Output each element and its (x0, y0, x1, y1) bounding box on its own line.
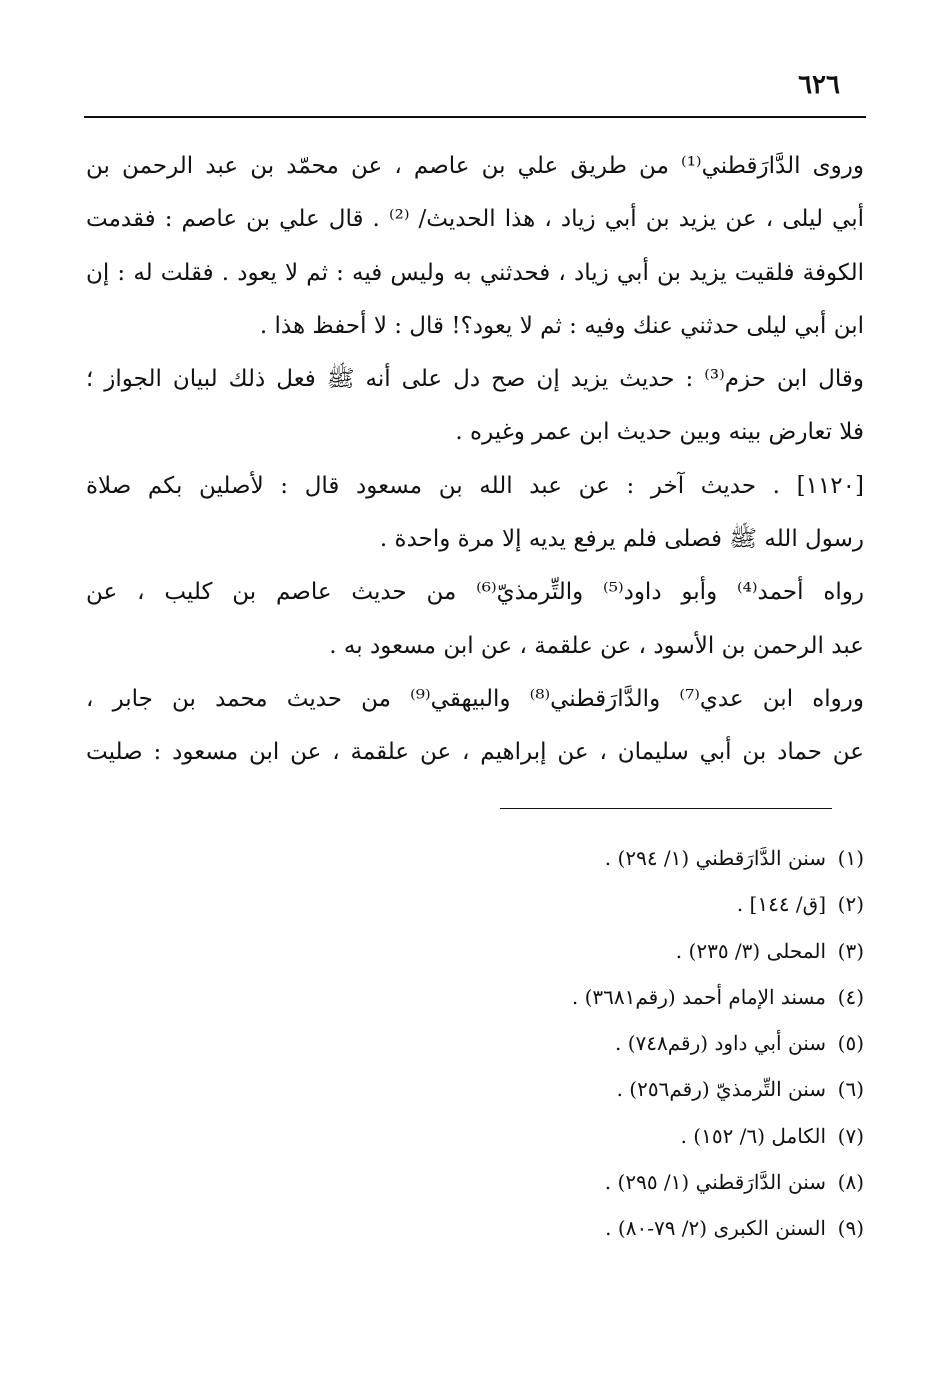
footnote-number: (٨) (837, 1170, 864, 1195)
footnote (84, 881, 864, 927)
text-line: ورواه ابن عدي⁽⁷⁾ والدَّارَقطني⁽⁸⁾ والبيهقي⁽⁹⁾ من حديث محمد بن جابر ، (86, 685, 864, 712)
text-line: أبي ليلى ، عن يزيد بن أبي زياد ، هذا الحديث/ ⁽²⁾ . قال علي بن عاصم : فقدمت (86, 206, 864, 233)
footnote-text: سنن أبي داود (رقم٧٤٨) . (614, 1031, 826, 1056)
footnote-number: (٦) (837, 1077, 864, 1102)
text-line: فلا تعارض بينه وبين حديث ابن عمر وغيره . (455, 419, 864, 446)
text-line: عن حماد بن أبي سليمان ، عن إبراهيم ، عن علقمة ، عن ابن مسعود : صليت (86, 739, 864, 766)
footnote (84, 1066, 864, 1112)
footnote (84, 928, 864, 974)
footnote-number: (١) (837, 846, 864, 870)
footnote (84, 1113, 864, 1159)
text-line: [١١٢٠] . حديث آخر : عن عبد الله بن مسعود قال : لأصلين بكم صلاة (86, 472, 864, 499)
footnote-number: (٣) (837, 938, 864, 963)
footnote-text: سنن الدَّارَقطني (١/ ٢٩٥) . (604, 1170, 826, 1195)
footnotes (84, 835, 864, 1252)
text-line: وروى الدَّارَقطني⁽¹⁾ من طريق علي بن عاصم ، عن محمّد بن عبد الرحمن بن (86, 153, 864, 179)
footnote-number: (٥) (837, 1031, 864, 1056)
footnote-text: السنن الكبرى (٢/ ٧٩-٨٠) . (605, 1216, 826, 1241)
footnote-number: (٤) (837, 984, 864, 1009)
footnote (84, 1020, 864, 1066)
main-text (86, 140, 864, 780)
footnote-text: الكامل (٦/ ١٥٢) . (680, 1123, 826, 1148)
footnote-number: (٩) (837, 1216, 864, 1241)
text-line: رسول الله ﷺ فصلى فلم يرفع يديه إلا مرة واحدة . (379, 526, 864, 553)
footnote-separator (500, 808, 832, 809)
text-line: الكوفة فلقيت يزيد بن أبي زياد ، فحدثني به وليس فيه : ثم لا يعود . فقلت له : إن (86, 259, 864, 286)
footnote-number: (٧) (837, 1123, 864, 1148)
text-line: رواه أحمد⁽⁴⁾ وأبو داود⁽⁵⁾ والتِّرمذيّ⁽⁶⁾ من حديث عاصم بن كليب ، عن (86, 579, 864, 606)
text-line: وقال ابن حزم⁽³⁾ : حديث يزيد إن صح دل على أنه ﷺ فعل ذلك لبيان الجواز ؛ (86, 366, 864, 393)
footnote-number: (٢) (837, 892, 864, 917)
footnote-text: سنن التِّرمذيّ (رقم٢٥٦) . (616, 1077, 826, 1102)
footnote-text: [ق/ ١٤٤] . (736, 892, 826, 917)
page-number: ٦٢٦ (798, 70, 840, 100)
text-line: عبد الرحمن بن الأسود ، عن علقمة ، عن ابن مسعود به . (329, 632, 864, 659)
footnote-text: سنن الدَّارَقطني (١/ ٢٩٤) . (604, 846, 826, 870)
footnote-text: مسند الإمام أحمد (رقم٣٦٨١) . (571, 984, 826, 1009)
footnote (84, 974, 864, 1020)
footnote-text: المحلى (٣/ ٢٣٥) . (675, 938, 826, 963)
footnote (84, 835, 864, 881)
header-rule (84, 116, 866, 118)
footnote (84, 1205, 864, 1251)
footnote (84, 1159, 864, 1205)
text-line: ابن أبي ليلى حدثني عنك وفيه : ثم لا يعود؟! قال : لا أحفظ هذا . (259, 312, 864, 339)
